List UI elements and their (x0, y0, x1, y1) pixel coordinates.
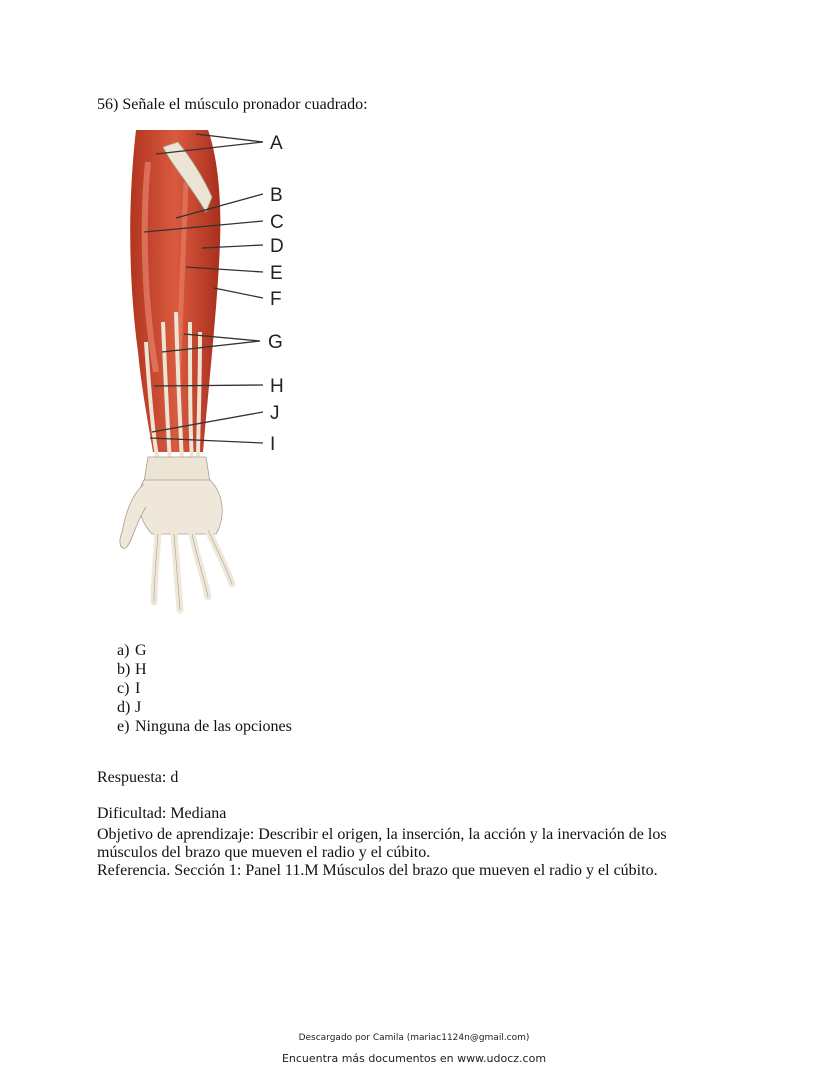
answer-options (117, 641, 292, 736)
wrist (144, 457, 210, 482)
option-e: e) Ninguna de las opciones (117, 718, 292, 735)
option-a: a) G (117, 642, 147, 659)
difficulty-text: Dificultad: Mediana (97, 805, 227, 822)
figure-label-i: I (270, 434, 276, 455)
figure-label-e: E (270, 263, 283, 284)
option-b: b) H (117, 661, 147, 678)
figure-label-d: D (270, 236, 284, 257)
figure-label-g: G (268, 332, 283, 353)
figure-label-j: J (270, 403, 280, 424)
figure-label-b: B (270, 185, 283, 206)
reference-line: Referencia. Sección 1: Panel 11.M Músculos del brazo que mueven el radio y el cúbito. (97, 862, 658, 879)
palm (139, 480, 223, 534)
question-text: 56) Señale el músculo pronador cuadrado: (97, 96, 368, 113)
figure-label-f: F (270, 289, 282, 310)
option-c: c) I (117, 680, 141, 697)
figure-label-c: C (270, 212, 284, 233)
objective-line-2: músculos del brazo que mueven el radio y el cúbito. (97, 844, 431, 861)
option-d: d) J (117, 699, 142, 716)
figure-label-h: H (270, 376, 284, 397)
more-docs-footer-link[interactable]: Encuentra más documentos en www.udocz.com (281, 1052, 547, 1065)
downloaded-by-footer: Descargado por Camila (mariac1124n@gmail.com) (298, 1033, 530, 1043)
fingers (154, 530, 232, 610)
learning-objective (97, 826, 737, 880)
forearm-anatomy-figure (108, 122, 308, 622)
objective-line-1: Objetivo de aprendizaje: Describir el origen, la inserción, la acción y la inervación de los (97, 826, 667, 843)
answer-text: Respuesta: d (97, 769, 179, 786)
figure-label-a: A (270, 133, 283, 154)
